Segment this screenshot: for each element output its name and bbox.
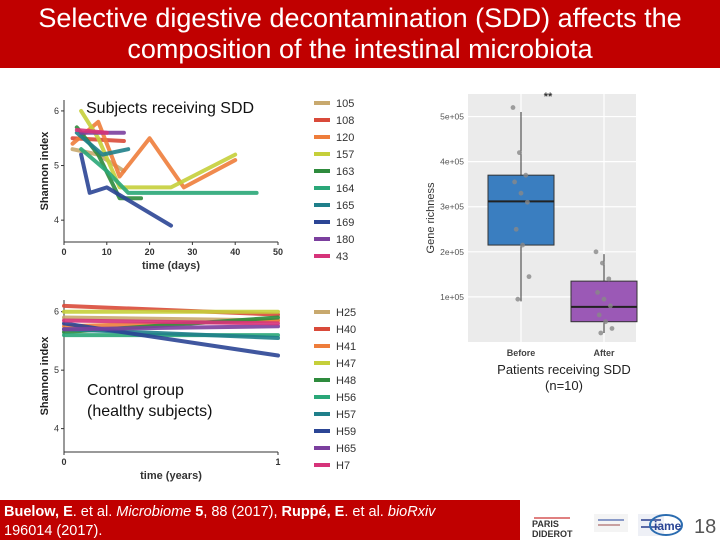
boxplot-y-tick-label: 3e+05 [440, 201, 464, 212]
title-line-2: composition of the intestinal microbiota [127, 34, 593, 64]
control-legend-label-H48: H48 [336, 375, 357, 387]
partner-logo [594, 514, 628, 532]
sdd-x-tick-label: 10 [101, 247, 112, 257]
iame-logo-text: iame [654, 519, 682, 533]
sdd-legend-label-105: 105 [336, 98, 355, 110]
box-point-Before [519, 191, 524, 196]
sdd-legend-label-108: 108 [336, 115, 355, 127]
control-legend-label-H47: H47 [336, 358, 357, 370]
sdd-legend-label-164: 164 [336, 183, 355, 195]
reference-footer [0, 500, 520, 540]
box-point-After [602, 297, 607, 302]
box-point-After [603, 319, 608, 324]
control-legend-label-H59: H59 [336, 426, 357, 438]
sdd-x-tick-label: 20 [144, 247, 155, 257]
control-y-tick-label: 4 [53, 423, 59, 434]
control-legend-label-H57: H57 [336, 409, 357, 421]
sdd-legend-label-120: 120 [336, 132, 355, 144]
box-point-After [595, 290, 600, 295]
boxplot-x-tick-label: After [593, 348, 615, 358]
control-legend-label-H56: H56 [336, 392, 357, 404]
ref-journal-2: bioRxiv [387, 504, 436, 520]
sdd-legend-label-157: 157 [336, 149, 355, 161]
box-point-Before [517, 150, 522, 155]
sdd-y-tick-label: 4 [53, 215, 59, 226]
ref-rest-2: 196014 (2017). [4, 523, 103, 539]
control-x-axis-title: time (years) [140, 470, 202, 482]
ref-author-1: Buelow, E [4, 504, 73, 520]
sdd-legend-label-169: 169 [336, 217, 355, 229]
control-x-tick-label: 0 [61, 457, 67, 467]
diderot-logo-text: DIDEROT [532, 529, 573, 539]
box-Before [488, 175, 554, 245]
ref-rest-1: , 88 (2017), [203, 504, 282, 520]
control-legend-label-H41: H41 [336, 341, 357, 353]
slide-number: 18 [694, 516, 717, 538]
box-point-Before [512, 180, 517, 185]
sdd-series-43 [77, 130, 107, 133]
iame-logo [650, 515, 682, 535]
boxplot-y-tick-label: 1e+05 [440, 291, 464, 302]
control-x-tick-label: 1 [275, 457, 281, 467]
gene-richness-boxplot [425, 91, 637, 358]
control-legend-label-H40: H40 [336, 324, 357, 336]
sdd-y-tick-label: 5 [53, 160, 59, 171]
boxplot-x-tick-label: Before [506, 348, 536, 358]
boxplot-y-tick-label: 2e+05 [440, 246, 464, 257]
box-point-Before [515, 297, 520, 302]
boxplot-caption-1: Patients receiving SDD [497, 362, 631, 377]
box-point-After [597, 313, 602, 318]
sdd-x-tick-label: 30 [187, 247, 198, 257]
box-point-After [600, 261, 605, 266]
control-panel-label-2: (healthy subjects) [87, 403, 213, 420]
box-point-Before [511, 105, 516, 110]
title-line-1: Selective digestive decontamination (SDD) affects the [38, 3, 682, 33]
institution-logos [520, 500, 720, 540]
boxplot-caption [474, 362, 654, 394]
sdd-x-tick-label: 0 [61, 247, 67, 257]
control-legend-label-H7: H7 [336, 460, 351, 472]
partner-logo-box [594, 514, 628, 532]
sdd-panel-label: Subjects receiving SDD [86, 100, 255, 117]
box-point-Before [527, 274, 532, 279]
sdd-x-tick-label: 40 [230, 247, 241, 257]
control-legend-label-H25: H25 [336, 307, 357, 319]
control-panel-label-1: Control group [87, 382, 184, 399]
sdd-line-chart [39, 98, 354, 272]
sdd-x-tick-label: 50 [272, 247, 284, 257]
ref-journal-1: Microbiome [116, 504, 192, 520]
box-point-Before [514, 227, 519, 232]
sdd-y-axis-title: Shannon index [39, 131, 51, 211]
box-point-After [610, 326, 615, 331]
box-point-Before [523, 173, 528, 178]
logos-svg [520, 500, 720, 540]
box-point-After [594, 249, 599, 254]
box-point-After [606, 276, 611, 281]
sdd-legend-label-165: 165 [336, 200, 355, 212]
sdd-x-axis-title: time (days) [141, 260, 201, 272]
sdd-legend-label-163: 163 [336, 166, 355, 178]
boxplot-y-tick-label: 4e+05 [440, 156, 464, 167]
boxplot-caption-2: (n=10) [545, 378, 583, 393]
box-point-After [598, 331, 603, 336]
box-point-After [608, 304, 613, 309]
ref-etal-1: . et al. [72, 504, 117, 520]
box-point-Before [520, 243, 525, 248]
control-y-tick-label: 6 [53, 306, 59, 317]
boxplot-y-axis-title: Gene richness [425, 182, 437, 254]
significance-marker: ** [543, 91, 553, 103]
control-y-axis-title: Shannon index [39, 336, 51, 416]
box-point-Before [525, 200, 530, 205]
sdd-legend-label-43: 43 [336, 251, 349, 263]
sdd-legend-label-180: 180 [336, 234, 355, 246]
ref-author-2: Ruppé, E [281, 504, 345, 520]
boxplot-y-tick-label: 5e+05 [440, 111, 464, 122]
paris-logo-text: PARIS [532, 519, 559, 529]
ref-etal-2: . et al. [344, 504, 388, 520]
paris-diderot-logo [532, 518, 573, 539]
sdd-y-tick-label: 6 [53, 105, 59, 116]
control-y-tick-label: 5 [53, 365, 59, 376]
ref-volume-1: 5 [191, 504, 204, 520]
control-legend-label-H65: H65 [336, 443, 357, 455]
